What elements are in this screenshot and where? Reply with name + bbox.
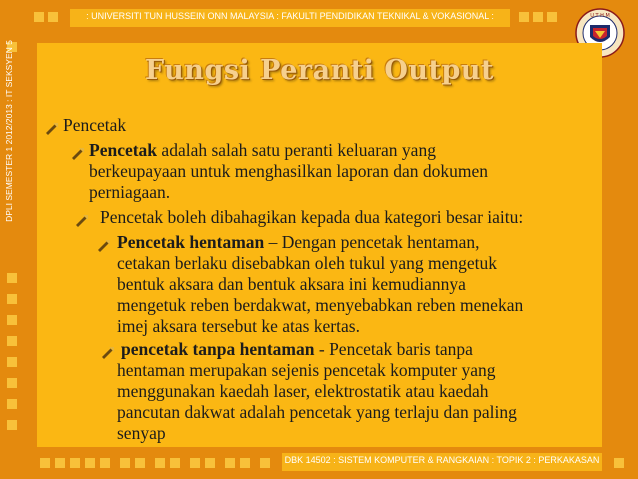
bullet-categories: Pencetak boleh dibahagikan kepada dua kategori besar iaitu:	[100, 207, 524, 227]
bullet-impact-printer	[117, 232, 480, 252]
deco-square	[547, 12, 557, 22]
bullet-pencetak-definition	[89, 140, 436, 160]
deco-square	[533, 12, 543, 22]
deco-square	[190, 458, 200, 468]
text-line: hentaman merupakan sejenis pencetak komputer yang	[117, 360, 496, 380]
deco-square	[614, 458, 624, 468]
text-line: mengetuk reben berdakwat, menyebabkan reben menekan	[117, 295, 524, 315]
bullet-arrow-icon	[44, 121, 60, 135]
bullet-arrow-icon	[74, 213, 90, 227]
bullet-arrow-icon	[100, 345, 116, 359]
text-line: pancutan dakwat adalah pencetak yang terlaju dan paling	[117, 402, 517, 422]
deco-square	[205, 458, 215, 468]
text-line: – Dengan pencetak hentaman,	[264, 232, 480, 252]
logo-lettering: U T H M	[590, 13, 610, 19]
bullet-arrow-icon	[70, 146, 86, 160]
side-label: DPLI SEMESTER 1 2012/2013 : IT SEKSYEN 5	[4, 40, 14, 222]
footer-text: DBK 14502 : SISTEM KOMPUTER & RANGKAIAN : TOPIK 2 : PERKAKASAN	[284, 455, 600, 465]
bold-term: Pencetak hentaman	[117, 232, 265, 252]
text-line: senyap	[117, 423, 166, 443]
deco-square	[70, 458, 80, 468]
deco-square	[519, 12, 529, 22]
deco-square	[170, 458, 180, 468]
bold-term: pencetak tanpa hentaman	[121, 339, 315, 359]
deco-square	[7, 420, 17, 430]
bold-term: Pencetak	[89, 140, 158, 160]
deco-square	[7, 336, 17, 346]
text-line: adalah salah satu peranti keluaran yang	[157, 140, 436, 160]
text-line: menggunakan kaedah laser, elektrostatik atau kaedah	[117, 381, 489, 401]
deco-square	[240, 458, 250, 468]
deco-square	[48, 12, 58, 22]
header-text: : UNIVERSITI TUN HUSSEIN ONN MALAYSIA : FAKULTI PENDIDIKAN TEKNIKAL & VOKASIONAL :	[86, 11, 494, 21]
deco-square	[120, 458, 130, 468]
deco-square	[135, 458, 145, 468]
deco-square	[7, 399, 17, 409]
deco-square	[55, 458, 65, 468]
text-line: bentuk aksara dan bentuk aksara ini kemudiannya	[117, 274, 466, 294]
deco-square	[7, 315, 17, 325]
deco-square	[225, 458, 235, 468]
deco-square	[7, 294, 17, 304]
text-line: - Pencetak baris tanpa	[314, 339, 473, 359]
deco-square	[7, 357, 17, 367]
text-line: berkeupayaan untuk menghasilkan laporan dan dokumen	[89, 161, 488, 181]
deco-square	[260, 458, 270, 468]
deco-square	[100, 458, 110, 468]
deco-square	[34, 12, 44, 22]
deco-square	[85, 458, 95, 468]
bullet-arrow-icon	[96, 238, 112, 252]
text-line: perniagaan.	[89, 182, 171, 202]
bullet-non-impact-printer	[121, 339, 473, 359]
text-line: imej aksara tersebut ke atas kertas.	[117, 316, 360, 336]
deco-square	[155, 458, 165, 468]
text-line: cetakan berlaku disebabkan oleh tukul yang mengetuk	[117, 253, 498, 273]
deco-square	[7, 273, 17, 283]
deco-square	[7, 378, 17, 388]
slide-title: Fungsi Peranti Output	[144, 55, 495, 86]
deco-square	[40, 458, 50, 468]
bullet-level1: Pencetak	[63, 115, 127, 135]
